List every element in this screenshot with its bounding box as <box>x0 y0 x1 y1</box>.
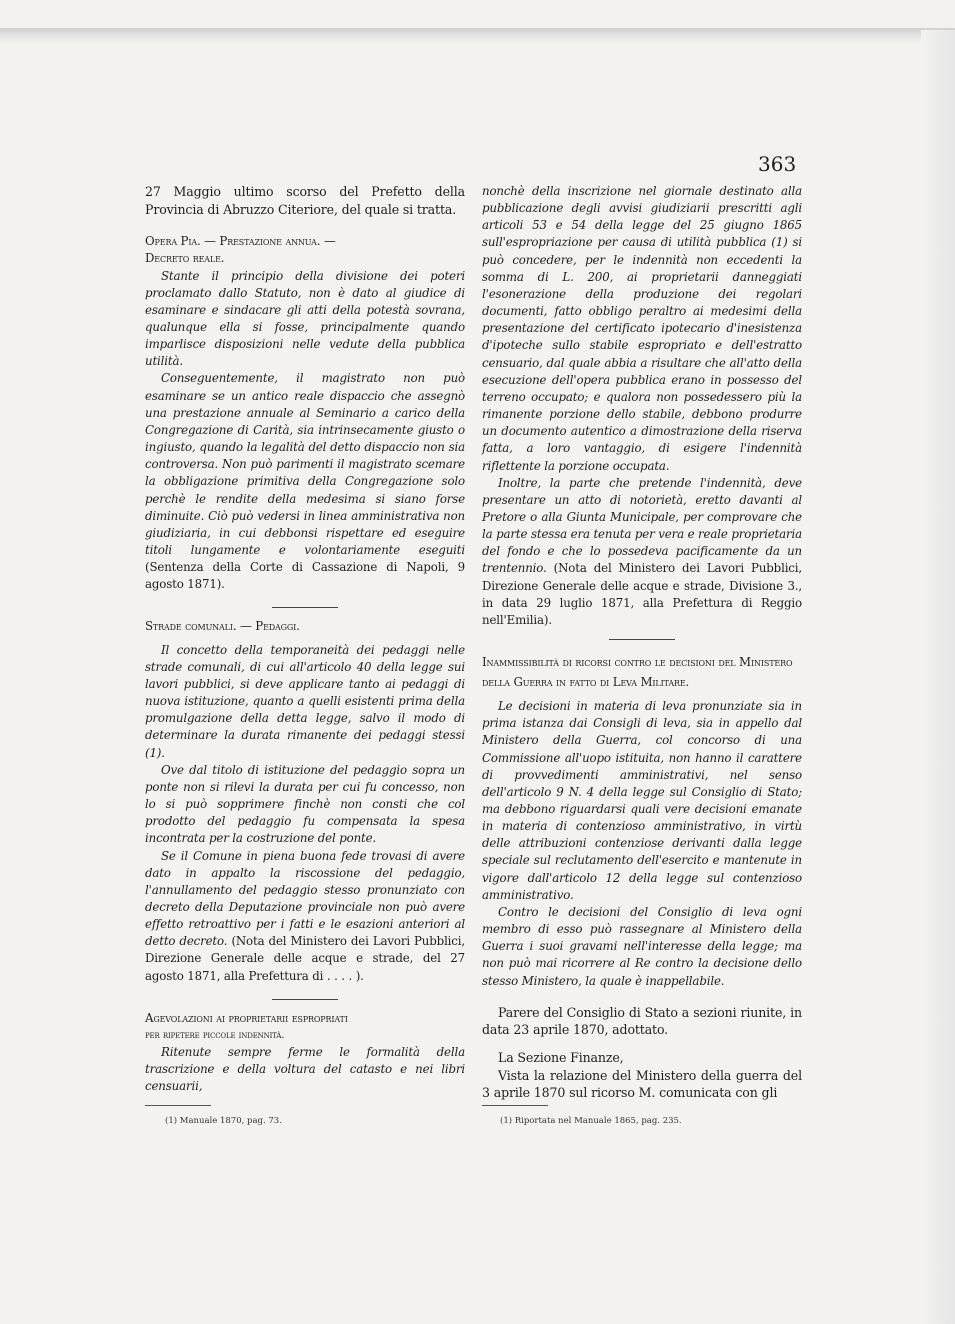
scan-right-edge <box>921 30 955 1324</box>
heading-leva-militare: Inammissibilità di ricorsi contro le decisioni del Ministero della Guerra in fatto di Leva Militare. <box>482 655 793 690</box>
massima-paragraph: Contro le decisioni del Consiglio di leva ogni membro di esso può rassegnare al Ministero della Guerra i suoi gravami nell'interesse della legge; ma non può mai ricorrere al Re contro la decisione dello stesso Ministero, la quale è inappellabile. <box>482 904 802 988</box>
massima-paragraph <box>482 475 802 629</box>
left-intro-text: 27 Maggio ultimo scorso del Prefetto della Provincia di Abruzzo Citeriore, del quale si tratta. <box>145 184 465 217</box>
heading-opera-pia: Opera Pia. — Prestazione annua. — <box>145 234 336 249</box>
massima-paragraph: Ove dal titolo di istituzione del pedaggio sopra un ponte non si rilevi la durata per cui fu concesso, non lo si può sopprimere finchè non consti che col prodotto del pedaggio fu compensata la spesa incontrata per la costruzione del ponte. <box>145 762 465 846</box>
parere-text: Parere del Consiglio di Stato a sezioni riunite, in data 23 aprile 1870, adottato. <box>482 1004 802 1038</box>
footnote-right: (1) Riportata nel Manuale 1865, pag. 235. <box>500 1116 682 1126</box>
right-column <box>482 183 802 1102</box>
massima-text: Se il Comune in piena buona fede trovasi di avere dato in appalto la riscossione del pedaggio, l'annullamento del pedaggio stesso pronunziato con decreto della Deputazione provinciale non può avere effetto retroattivo per i fatti e le esazioni anteriori al detto decreto. <box>145 848 465 949</box>
massima-text: Inoltre, la parte che pretende l'indennità, deve presentare un atto di notorietà, eretto davanti al Pretore o alla Giunta Municipale, per comprovare che la parte stessa era tenuta per vera e reale proprietaria del fondo e che lo possedeva pacificamente da un trentennio. <box>482 475 802 576</box>
footnote-rule <box>145 1105 211 1106</box>
massima-paragraph: Le decisioni in materia di leva pronunziate sia in prima istanza dai Consigli di leva, sia in appello dal Ministero della Guerra, col concorso di una Commissione all'uopo istituita, non hanno il carattere di provvedimenti amministrativi, nel senso dell'articolo 9 N. 4 della legge sul Consiglio di Stato; ma debbono riguardarsi quali vere decisioni emanate in materia di contenzioso amministrativo, in virtù delle attribuzioni contenziose derivanti dalla legge speciale sul reclutamento dell'esercito e mantenute in vigore dall'articolo 12 della legge sul contenzioso amministrativo. <box>482 699 802 902</box>
massima-paragraph <box>145 370 465 593</box>
page-number: 363 <box>758 152 797 176</box>
heading-strade-comunali: Strade comunali. — Pedaggi. <box>145 619 300 634</box>
footnote-left: (1) Manuale 1870, pag. 73. <box>165 1116 282 1126</box>
heading-agevolazioni-sub: per ripetere piccole indennità. <box>145 1028 285 1041</box>
massima-text: Conseguentemente, il magistrato non può esaminare se un antico reale dispaccio che assegnò una prestazione annuale al Seminario a carico della Congregazione di Carità, sia intrinsecamente giusto o ingiusto, quando la legalità del detto dispaccio non sia controversa. Non può parimenti il magistrato scemare la obbligazione primitiva della Congregazione solo perchè le rendite della medesima si siano forse diminuite. Ciò può vedersi in linea amministrativa non giudiziaria, in cui debbonsi rispettare ed eseguire titoli lungamente e volontariamente eseguiti <box>145 371 465 557</box>
left-column <box>145 183 465 1096</box>
source-citation: (Sentenza della Corte di Cassazione di Napoli, 9 agosto 1871). <box>145 560 465 592</box>
source-citation: (Nota del Ministero dei Lavori Pubblici, Direzione Generale delle acque e strade, Divisione 3., in data 29 luglio 1871, alla Prefettura di Reggio nell'Emilia). <box>482 561 802 627</box>
massima-paragraph: Il concetto della temporaneità dei pedaggi nelle strade comunali, di cui all'articolo 40 della legge sui lavori pubblici, si deve applicare tanto ai pedaggi di nuova istituzione, quanto a quelli esistenti prima della promulgazione della detta legge, salvo il modo di determinare la durata rimanente dei pedaggi stessi (1). <box>145 642 465 760</box>
massima-paragraph <box>145 848 465 985</box>
heading-decreto-reale: Decreto reale. <box>145 251 225 266</box>
vista-text: Vista la relazione del Ministero della guerra del 3 aprile 1870 sul ricorso M. comunicata con gli <box>482 1067 802 1101</box>
massima-paragraph: Ritenute sempre ferme le formalità della trascrizione e della voltura del catasto e nei libri censuarii, <box>145 1045 465 1094</box>
footnote-rule <box>482 1105 548 1106</box>
massima-paragraph: nonchè della inscrizione nel giornale destinato alla pubblicazione degli avvisi giudiziarii prescritti agli articoli 53 e 54 della legge del 25 giugno 1865 sull'espropriazione per causa di utilità pubblica (1) si può concedere, per le indennità non eccedenti la somma di L. 200, ai proprietarii danneggiati l'esonerazione della produzione dei regolari documenti, fatto obbligo peraltro ai medesimi della presentazione del certificato ipotecario d'inesistenza d'ipoteche sullo stabile espropriato e dell'estratto censuario, dal quale abbia a risultare che all'atto della esecuzione dell'opera pubblica erano in possesso del terreno occupato; e qualora non possedessero più la rimanente porzione dello stabile, debbono produrre un documento autentico a dimostrazione della riserva fatta, a loro vantaggio, di esigere l'indennità riflettente la porzione occupata. <box>482 184 802 473</box>
source-citation: (Nota del Ministero dei Lavori Pubblici, Direzione Generale delle acque e strade, del 27 agosto 1871, alla Prefettura di . . . . ). <box>145 934 465 983</box>
sezione-text: La Sezione Finanze, <box>498 1049 624 1065</box>
scan-top-edge <box>0 28 955 44</box>
heading-agevolazioni: Agevolazioni ai proprietarii espropriati <box>145 1010 348 1025</box>
massima-paragraph: Stante il principio della divisione dei poteri proclamato dallo Statuto, non è dato al giudice di esaminare e sindacare gli atti della potestà sovrana, qualunque ella si fosse, principalmente quando imparlisce disposizioni nelle vedute della pubblica utilità. <box>145 268 465 369</box>
